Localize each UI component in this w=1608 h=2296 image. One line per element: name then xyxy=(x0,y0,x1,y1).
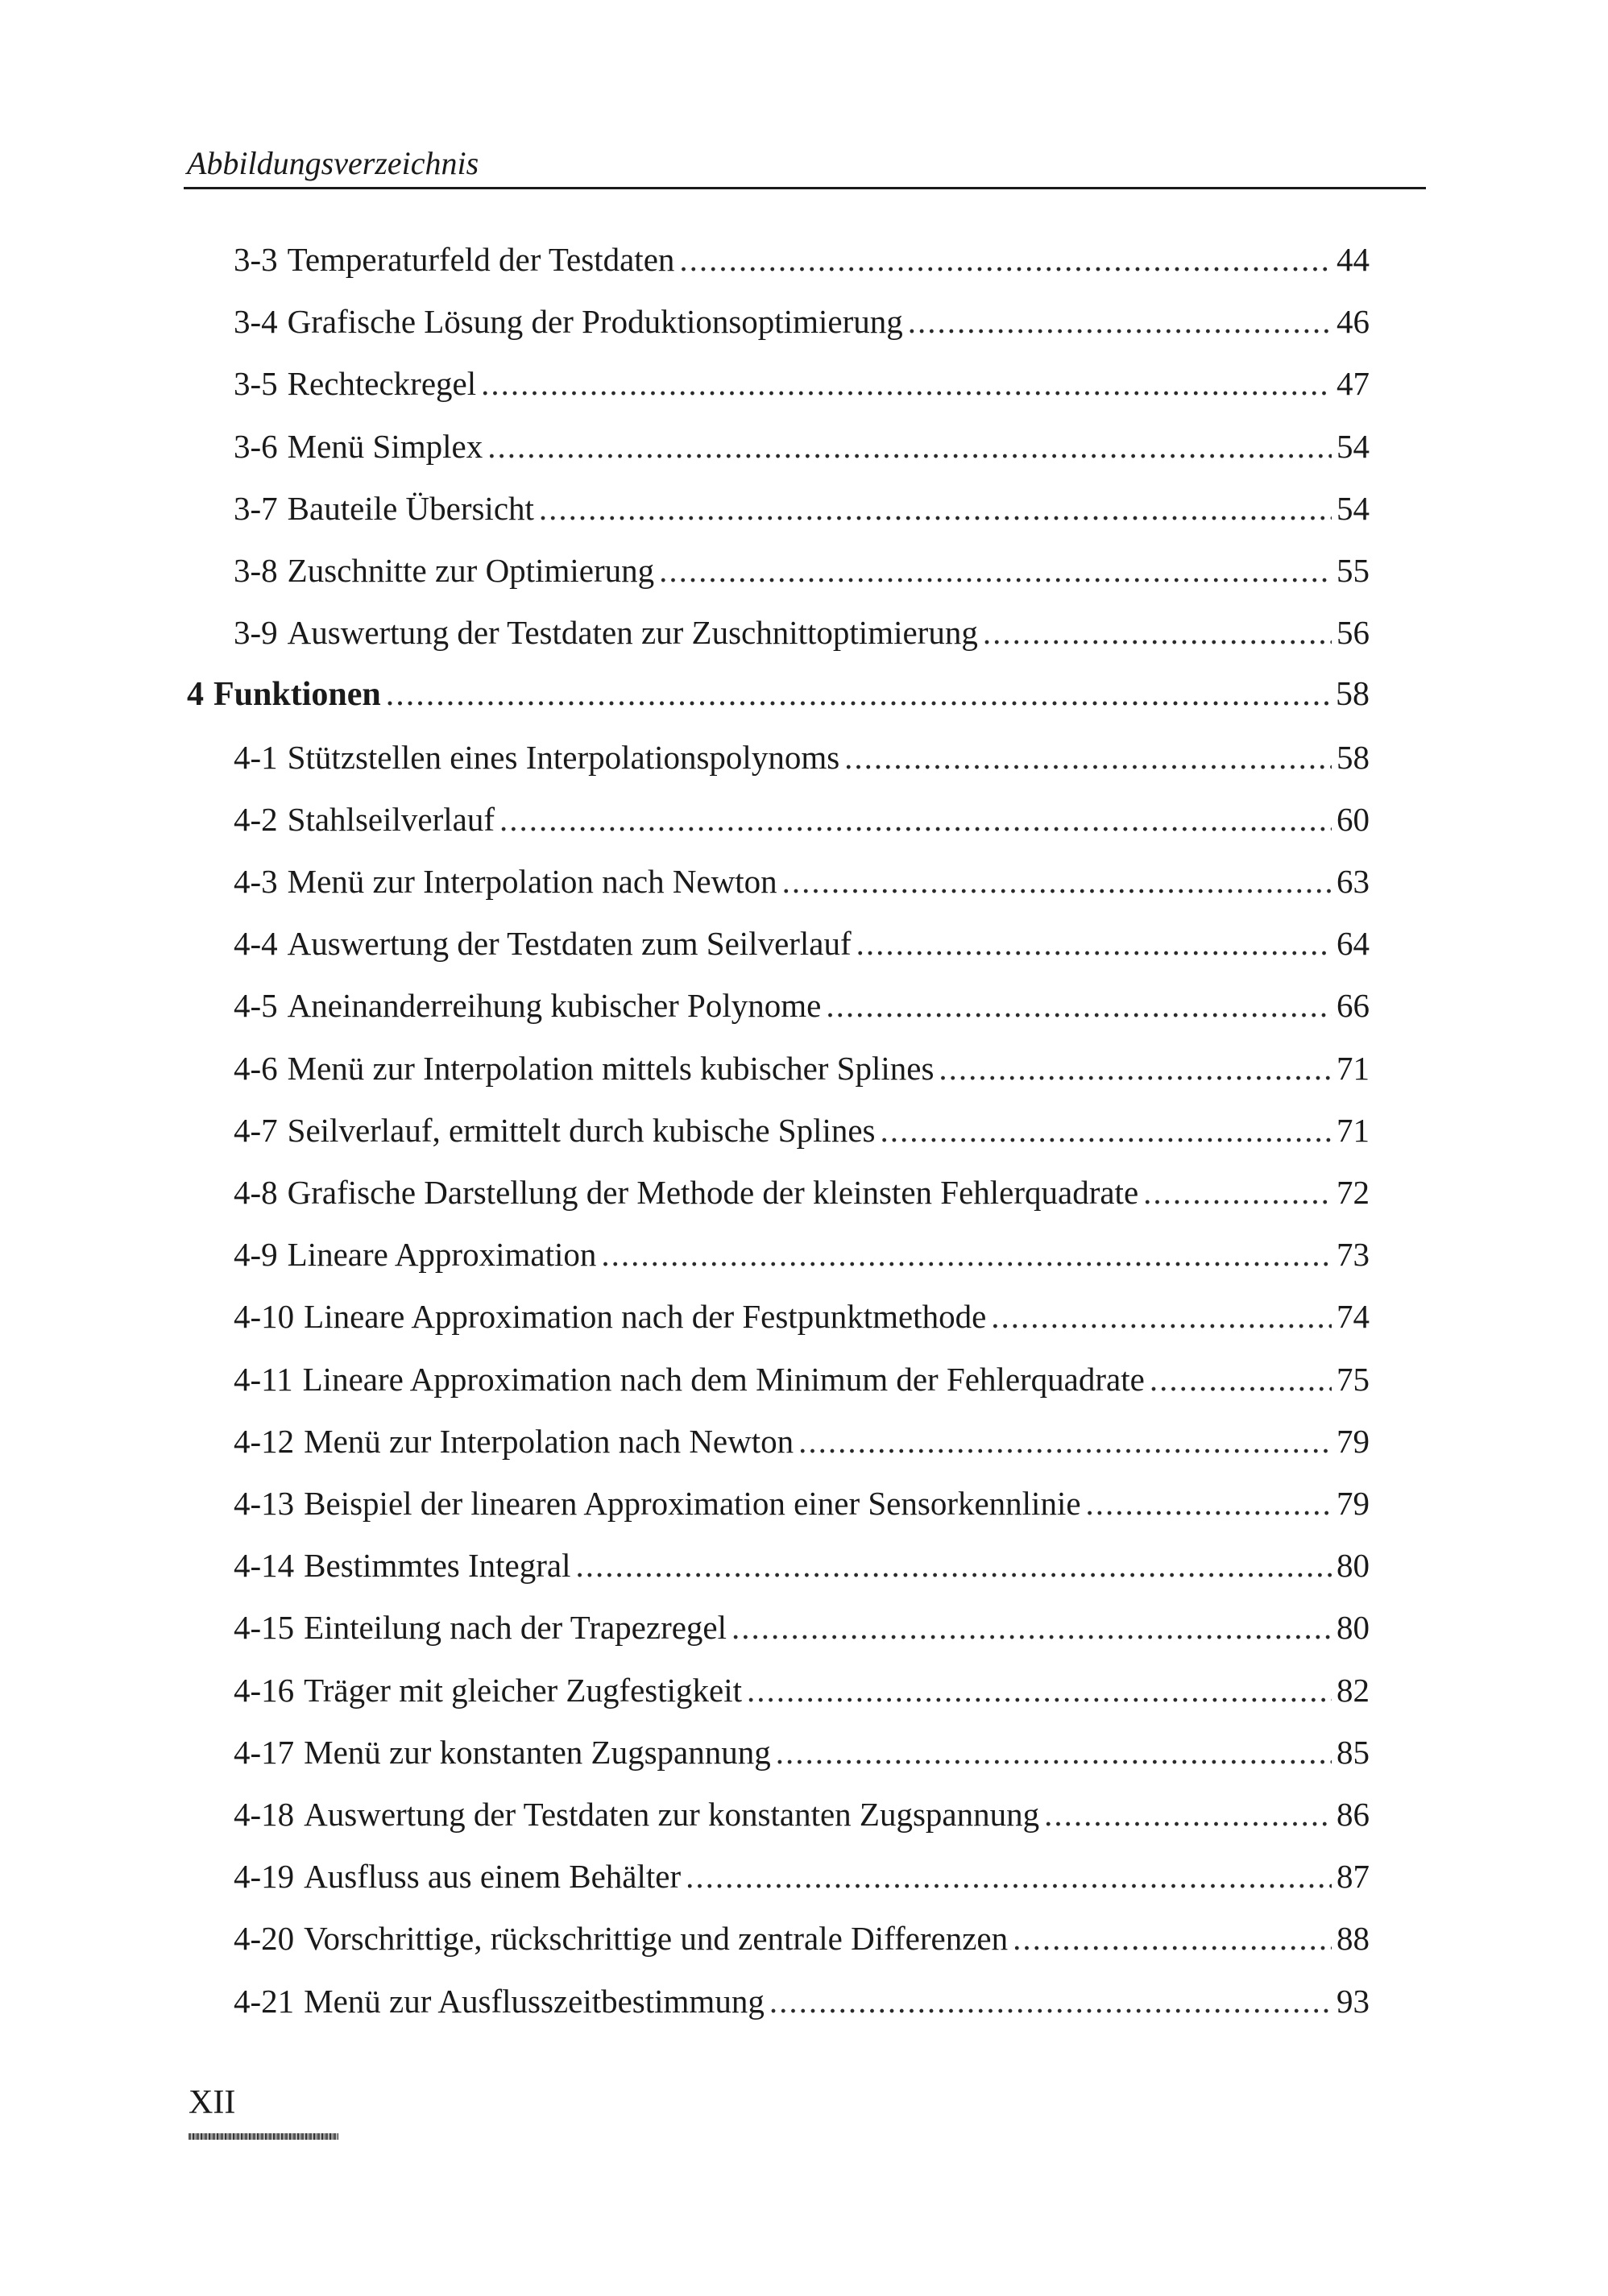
entry-title: Ausfluss aus einem Behälter xyxy=(304,1858,682,1896)
entry-page: 85 xyxy=(1337,1733,1370,1771)
entry-title: Grafische Darstellung der Methode der kleinsten Fehlerquadrate xyxy=(287,1174,1139,1211)
toc-entry xyxy=(234,1355,1370,1403)
dot-leader xyxy=(601,1230,1332,1279)
entry-number: 4-18 xyxy=(234,1796,295,1833)
entry-page: 80 xyxy=(1337,1547,1370,1585)
dot-leader xyxy=(576,1541,1332,1589)
entry-number: 4-12 xyxy=(234,1422,295,1460)
toc-entry xyxy=(234,1168,1370,1216)
dot-leader xyxy=(487,422,1332,470)
entry-number: 3-3 xyxy=(234,241,278,278)
entry-page: 87 xyxy=(1337,1858,1370,1896)
entry-title: Menü zur konstanten Zugspannung xyxy=(304,1733,771,1771)
entry-title: Zuschnitte zur Optimierung xyxy=(287,552,655,589)
toc-entry xyxy=(234,546,1370,595)
dot-leader xyxy=(826,981,1332,1030)
entry-page: 66 xyxy=(1337,987,1370,1025)
entry-page: 79 xyxy=(1337,1422,1370,1460)
entry-number: 4-8 xyxy=(234,1174,278,1211)
dot-leader xyxy=(386,670,1331,719)
dot-leader xyxy=(908,297,1332,346)
entry-page: 44 xyxy=(1337,241,1370,278)
entry-title: Menü zur Interpolation nach Newton xyxy=(287,863,777,900)
dot-leader xyxy=(844,733,1332,781)
entry-title: Vorschrittige, rückschrittige und zentrale Differenzen xyxy=(304,1920,1009,1958)
toc-entry xyxy=(234,857,1370,906)
dot-leader xyxy=(856,919,1332,968)
toc-entry xyxy=(234,795,1370,843)
entry-number: 3-9 xyxy=(234,614,278,652)
entry-title: Funktionen xyxy=(213,676,381,714)
entry-page: 46 xyxy=(1337,303,1370,341)
entry-number: 4-15 xyxy=(234,1609,295,1647)
toc-entry xyxy=(234,1479,1370,1527)
toc-entry xyxy=(234,1044,1370,1092)
dot-leader xyxy=(731,1603,1332,1652)
dot-leader xyxy=(686,1852,1332,1900)
entry-page: 55 xyxy=(1337,552,1370,589)
entry-title: Stützstellen eines Interpolationspolynoms xyxy=(287,738,840,776)
toc-entry xyxy=(234,1541,1370,1589)
entry-page: 73 xyxy=(1337,1236,1370,1274)
entry-number: 4-4 xyxy=(234,925,278,963)
entry-title: Lineare Approximation nach der Festpunktmethode xyxy=(304,1298,987,1336)
toc-chapter-entry xyxy=(187,670,1370,719)
entry-page: 80 xyxy=(1337,1609,1370,1647)
running-header: Abbildungsverzeichnis xyxy=(187,145,479,181)
toc-entry xyxy=(234,981,1370,1030)
entry-number: 3-7 xyxy=(234,489,278,527)
entry-page: 88 xyxy=(1337,1920,1370,1958)
entry-number: 4-20 xyxy=(234,1920,295,1958)
dot-leader xyxy=(1044,1790,1332,1838)
entry-title: Träger mit gleicher Zugfestigkeit xyxy=(304,1671,743,1709)
toc-entry xyxy=(234,1603,1370,1652)
entry-title: Einteilung nach der Trapezregel xyxy=(304,1609,727,1647)
entry-number: 4-17 xyxy=(234,1733,295,1771)
entry-page: 71 xyxy=(1337,1049,1370,1087)
toc-entry xyxy=(234,608,1370,657)
entry-number: 4-21 xyxy=(234,1982,295,2020)
entry-title: Bauteile Übersicht xyxy=(287,489,534,527)
dot-leader xyxy=(798,1417,1332,1465)
dot-leader xyxy=(539,484,1332,533)
dot-leader xyxy=(776,1728,1332,1776)
dot-leader xyxy=(1086,1479,1332,1527)
toc-entry xyxy=(234,359,1370,408)
entry-title: Temperaturfeld der Testdaten xyxy=(287,241,675,278)
entry-title: Auswertung der Testdaten zur konstanten Zugspannung xyxy=(304,1796,1040,1833)
entry-number: 4-10 xyxy=(234,1298,295,1336)
entry-number: 4-11 xyxy=(234,1360,293,1398)
dot-leader xyxy=(782,857,1332,906)
dot-leader xyxy=(1143,1168,1332,1216)
entry-page: 71 xyxy=(1337,1111,1370,1149)
entry-number: 4-19 xyxy=(234,1858,295,1896)
entry-page: 82 xyxy=(1337,1671,1370,1709)
dot-leader xyxy=(939,1044,1332,1092)
entry-title: Stahlseilverlauf xyxy=(287,800,495,838)
entry-number: 4-2 xyxy=(234,800,278,838)
entry-number: 3-4 xyxy=(234,303,278,341)
entry-title: Beispiel der linearen Approximation einer Sensorkennlinie xyxy=(304,1485,1081,1522)
entry-title: Lineare Approximation nach dem Minimum der Fehlerquadrate xyxy=(302,1360,1145,1398)
toc-entry xyxy=(234,422,1370,470)
entry-page: 54 xyxy=(1337,489,1370,527)
entry-page: 86 xyxy=(1337,1796,1370,1833)
entry-title: Menü zur Ausflusszeitbestimmung xyxy=(304,1982,765,2020)
toc-entry xyxy=(234,1914,1370,1962)
entry-page: 75 xyxy=(1337,1360,1370,1398)
header-rule xyxy=(184,187,1426,189)
toc-entry xyxy=(234,484,1370,533)
entry-title: Auswertung der Testdaten zur Zuschnittoptimierung xyxy=(287,614,978,652)
entry-page: 63 xyxy=(1337,863,1370,900)
toc-entry xyxy=(234,1728,1370,1776)
entry-number: 3-6 xyxy=(234,427,278,465)
print-mark xyxy=(189,2133,338,2140)
entry-number: 4-16 xyxy=(234,1671,295,1709)
entry-page: 58 xyxy=(1337,738,1370,776)
entry-title: Aneinanderreihung kubischer Polynome xyxy=(287,987,822,1025)
page-number: XII xyxy=(189,2084,236,2121)
dot-leader xyxy=(747,1666,1332,1714)
entry-page: 72 xyxy=(1337,1174,1370,1211)
entry-title: Bestimmtes Integral xyxy=(304,1547,571,1585)
entry-title: Seilverlauf, ermittelt durch kubische Splines xyxy=(287,1111,876,1149)
entry-number: 4 xyxy=(187,676,204,714)
dot-leader xyxy=(991,1292,1332,1341)
entry-title: Grafische Lösung der Produktionsoptimierung xyxy=(287,303,903,341)
entry-title: Menü zur Interpolation nach Newton xyxy=(304,1422,794,1460)
entry-title: Auswertung der Testdaten zum Seilverlauf xyxy=(287,925,852,963)
toc-entry xyxy=(234,235,1370,284)
entry-number: 4-6 xyxy=(234,1049,278,1087)
entry-page: 56 xyxy=(1337,614,1370,652)
toc-entry xyxy=(234,1977,1370,2025)
entry-title: Rechteckregel xyxy=(287,365,477,403)
toc-entry xyxy=(234,1292,1370,1341)
entry-page: 74 xyxy=(1337,1298,1370,1336)
entry-number: 3-5 xyxy=(234,365,278,403)
dot-leader xyxy=(679,235,1332,284)
toc-entry xyxy=(234,1417,1370,1465)
entry-page: 58 xyxy=(1336,676,1370,714)
toc-entry xyxy=(234,297,1370,346)
entry-title: Menü zur Interpolation mittels kubischer Splines xyxy=(287,1049,935,1087)
entry-number: 3-8 xyxy=(234,552,278,589)
entry-number: 4-7 xyxy=(234,1111,278,1149)
entry-page: 79 xyxy=(1337,1485,1370,1522)
entry-number: 4-5 xyxy=(234,987,278,1025)
entry-number: 4-13 xyxy=(234,1485,295,1522)
entry-number: 4-1 xyxy=(234,738,278,776)
entry-number: 4-14 xyxy=(234,1547,295,1585)
toc-entry xyxy=(234,919,1370,968)
toc-entry xyxy=(234,1666,1370,1714)
dot-leader xyxy=(1150,1355,1332,1403)
toc-entry xyxy=(234,1106,1370,1154)
entry-number: 4-9 xyxy=(234,1236,278,1274)
entry-title: Lineare Approximation xyxy=(287,1236,597,1274)
dot-leader xyxy=(659,546,1332,595)
dot-leader xyxy=(983,608,1332,657)
dot-leader xyxy=(881,1106,1332,1154)
dot-leader xyxy=(499,795,1332,843)
entry-number: 4-3 xyxy=(234,863,278,900)
toc-entry xyxy=(234,1852,1370,1900)
entry-title: Menü Simplex xyxy=(287,427,483,465)
dot-leader xyxy=(481,359,1332,408)
entry-page: 60 xyxy=(1337,800,1370,838)
dot-leader xyxy=(769,1977,1332,2025)
entry-page: 64 xyxy=(1337,925,1370,963)
entry-page: 54 xyxy=(1337,427,1370,465)
dot-leader xyxy=(1013,1914,1332,1962)
entry-page: 47 xyxy=(1337,365,1370,403)
entry-page: 93 xyxy=(1337,1982,1370,2020)
toc-entry xyxy=(234,1790,1370,1838)
toc-entry xyxy=(234,1230,1370,1279)
toc-entry xyxy=(234,733,1370,781)
